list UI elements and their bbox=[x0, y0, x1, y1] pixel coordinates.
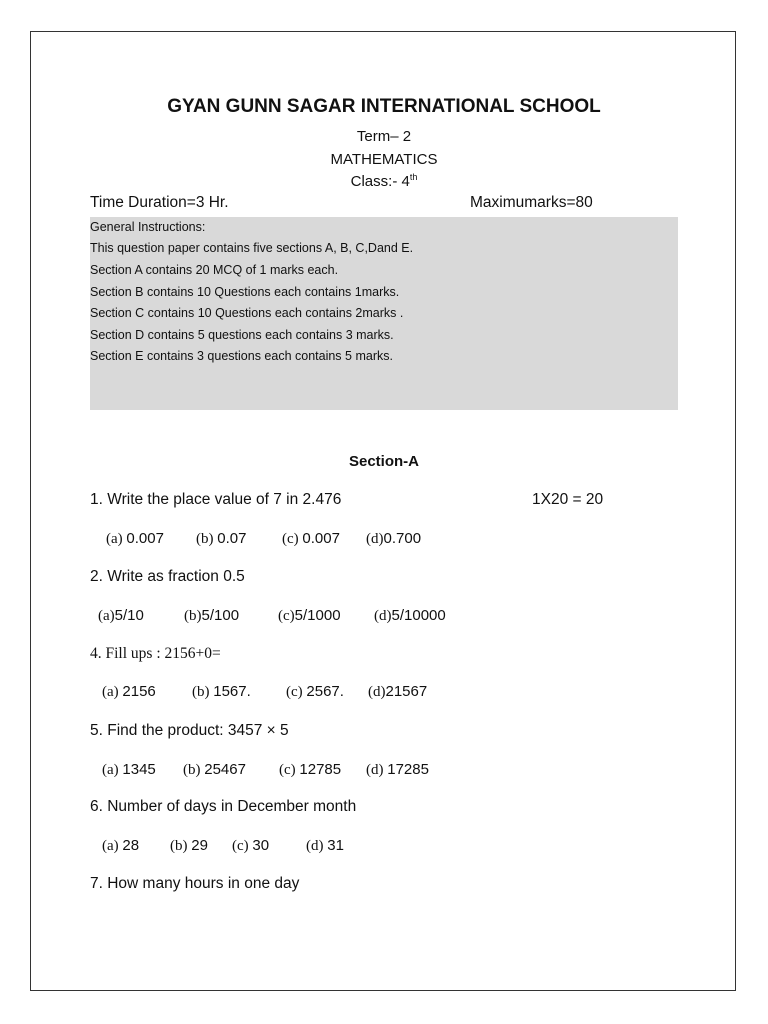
instruction-line: This question paper contains five sections A, B, C,Dand E. bbox=[90, 241, 414, 255]
instruction-line: Section B contains 10 Questions each contains 1marks. bbox=[90, 285, 400, 299]
instruction-line: Section A contains 20 MCQ of 1 marks each. bbox=[90, 263, 339, 277]
option-b: (b) 1567. bbox=[192, 683, 251, 700]
instruction-line: Section D contains 5 questions each contains 3 marks. bbox=[90, 328, 394, 342]
option-b: (b) 25467 bbox=[183, 761, 246, 778]
section-title: Section-A bbox=[348, 453, 419, 470]
section-marks: 1X20 = 20 bbox=[532, 491, 604, 508]
option-a: (a) 28 bbox=[102, 837, 140, 854]
option-a: (a) 1345 bbox=[102, 761, 156, 778]
question-text: 1. Write the place value of 7 in 2.476 bbox=[90, 491, 342, 508]
option-c: (c) 12785 bbox=[279, 761, 342, 778]
option-c: (c)5/1000 bbox=[278, 607, 341, 624]
instruction-line: Section C contains 10 Questions each contains 2marks . bbox=[90, 306, 404, 320]
option-b: (b)5/100 bbox=[184, 607, 240, 624]
instructions-box bbox=[90, 217, 678, 410]
time-duration: Time Duration=3 Hr. bbox=[90, 194, 229, 211]
maximum-marks: Maximumarks=80 bbox=[470, 194, 593, 211]
option-a: (a) 2156 bbox=[102, 683, 156, 700]
option-b: (b) 29 bbox=[170, 837, 208, 854]
option-b: (b) 0.07 bbox=[196, 530, 247, 547]
option-d: (d)0.700 bbox=[366, 530, 422, 547]
option-c: (c) 2567. bbox=[286, 683, 344, 700]
class-text: Class:- 4 bbox=[350, 173, 410, 190]
option-d: (d) 17285 bbox=[366, 761, 429, 778]
term-label: Term– 2 bbox=[356, 128, 412, 145]
question-text: 4. Fill ups : 2156+0= bbox=[90, 645, 221, 662]
subject-label: MATHEMATICS bbox=[330, 151, 438, 168]
option-d: (d) 31 bbox=[306, 837, 344, 854]
question-text: 5. Find the product: 3457 × 5 bbox=[90, 722, 289, 739]
option-d: (d)5/10000 bbox=[374, 607, 446, 624]
option-d: (d)21567 bbox=[368, 683, 428, 700]
question-text: 7. How many hours in one day bbox=[90, 875, 300, 892]
instruction-line: Section E contains 3 questions each contains 5 marks. bbox=[90, 349, 393, 363]
question-text: 2. Write as fraction 0.5 bbox=[90, 568, 245, 585]
class-suffix: th bbox=[409, 172, 418, 182]
question-text: 6. Number of days in December month bbox=[90, 798, 357, 815]
option-c: (c) 30 bbox=[232, 837, 270, 854]
option-a: (a)5/10 bbox=[98, 607, 144, 624]
option-c: (c) 0.007 bbox=[282, 530, 340, 547]
option-a: (a) 0.007 bbox=[106, 530, 164, 547]
school-name: GYAN GUNN SAGAR INTERNATIONAL SCHOOL bbox=[167, 96, 601, 117]
instruction-line: General Instructions: bbox=[90, 220, 206, 234]
class-label bbox=[0, 172, 768, 190]
